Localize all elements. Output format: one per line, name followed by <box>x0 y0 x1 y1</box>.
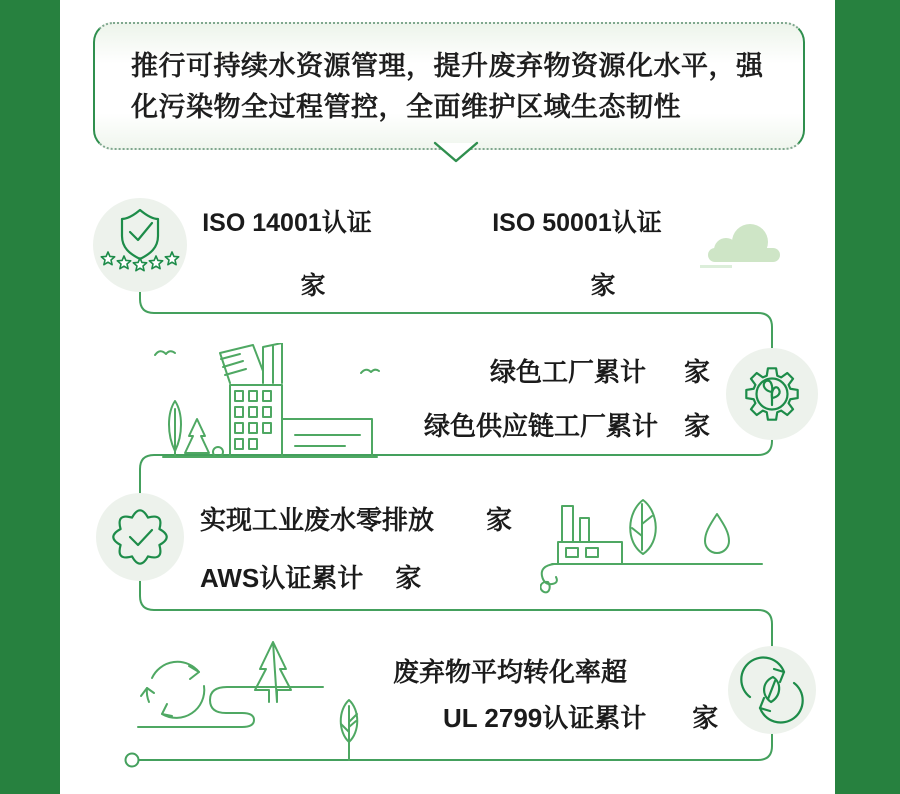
stat-iso-50001 <box>472 203 682 302</box>
stat-suffix: 家 <box>590 272 616 300</box>
stat-line <box>200 558 560 595</box>
stat-suffix: 家 <box>683 411 710 441</box>
stat-line <box>350 406 710 443</box>
stat-line <box>350 352 710 389</box>
seal-halo <box>96 493 184 581</box>
seal-check-icon <box>96 493 184 581</box>
cloud-shadow-dash <box>700 265 732 268</box>
stat-waste-conversion <box>393 652 813 689</box>
stat-suffix: 家 <box>395 563 422 593</box>
stat-value-line <box>472 266 682 302</box>
stat-title: ISO 14001认证 <box>202 209 372 237</box>
stat-label: 废弃物平均转化率超 <box>393 657 628 687</box>
stat-value-line <box>182 266 392 302</box>
stat-line <box>393 652 813 689</box>
stat-label: AWS认证累计 <box>200 563 364 593</box>
stat-suffix: 家 <box>300 272 326 300</box>
gear-sprout-icon <box>726 348 818 440</box>
stat-suffix: 家 <box>683 357 710 387</box>
recycle-trees-illustration <box>130 630 390 765</box>
right-green-bar <box>835 0 900 794</box>
stat-iso-14001 <box>182 203 392 302</box>
stat-line <box>200 500 560 537</box>
shield-halo <box>93 198 187 292</box>
stat-suffix: 家 <box>486 505 513 535</box>
banner-text: 推行可持续水资源管理，提升废弃物资源化水平，强化污染物全过程管控，全面维护区域生态韧性 <box>131 51 764 122</box>
eco-factory-illustration <box>540 492 775 607</box>
gear-halo <box>726 348 818 440</box>
banner-callout <box>93 22 805 150</box>
stat-label: UL 2799认证累计 <box>443 703 647 733</box>
stat-label: 实现工业废水零排放 <box>200 505 435 535</box>
stat-label: 绿色工厂累计 <box>489 357 646 387</box>
stat-ul-2799 <box>443 698 813 735</box>
shield-check-stars-icon <box>93 198 187 292</box>
stat-wastewater <box>200 500 560 595</box>
stat-suffix: 家 <box>692 703 719 733</box>
stat-line <box>443 698 813 735</box>
bird-icon <box>155 351 175 355</box>
left-green-bar <box>0 0 60 794</box>
stat-label: 绿色供应链工厂累计 <box>423 411 658 441</box>
chevron-down-icon <box>432 140 480 166</box>
stat-title: ISO 50001认证 <box>492 209 662 237</box>
cloud-icon <box>700 220 790 270</box>
stat-green-factory <box>350 352 710 443</box>
